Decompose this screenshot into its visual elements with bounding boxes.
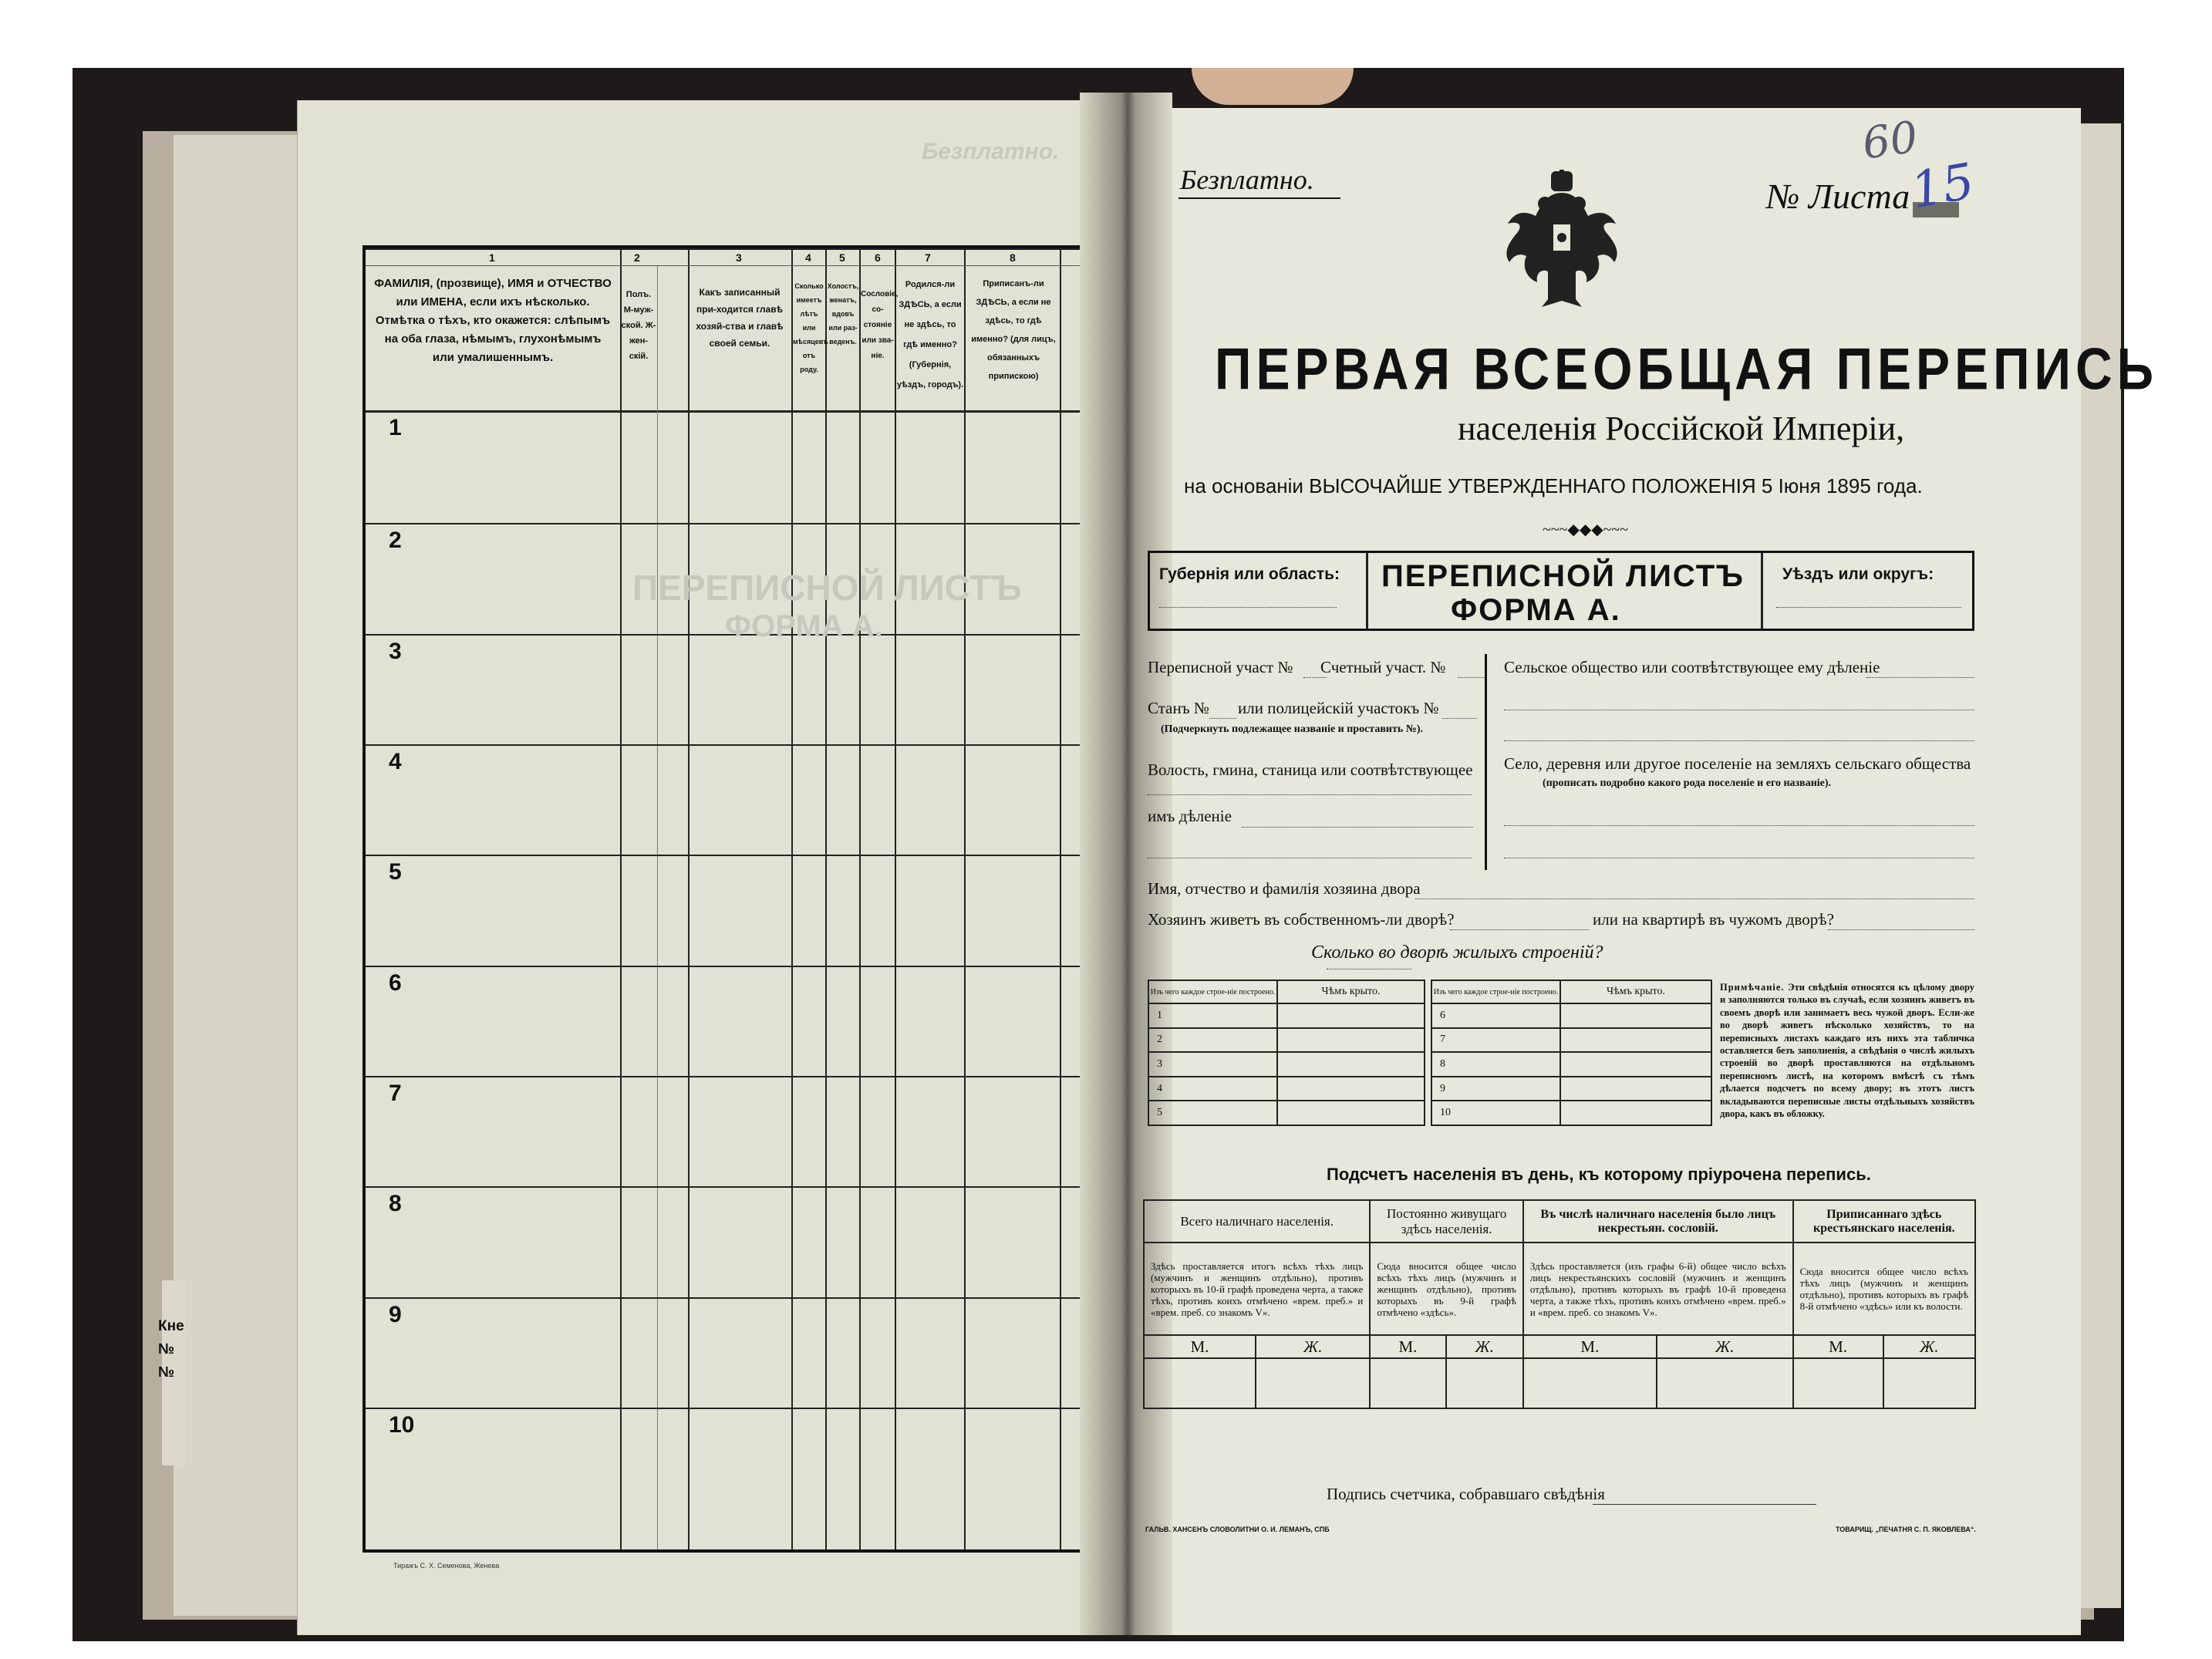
- buildings-col-material: Изъ чего каждое строе-ніе построено.: [1148, 980, 1277, 1003]
- row-line: [366, 744, 1115, 746]
- col-divider: [620, 248, 622, 1549]
- row-number: 9: [389, 1302, 402, 1327]
- free-label: Безплатно.: [1180, 164, 1314, 195]
- col-number: 3: [736, 251, 742, 264]
- district-label: Уѣздъ или округъ:: [1782, 565, 1934, 583]
- col-divider: [657, 265, 658, 1549]
- left-printer-credit: Тиражъ С. Х. Семенова, Женева: [393, 1562, 500, 1570]
- handwritten-page-number: 60: [1859, 112, 1921, 170]
- col-number: 7: [925, 251, 931, 264]
- district-field: [1776, 607, 1961, 608]
- col-number: 2: [634, 251, 640, 264]
- row-number: 1: [389, 415, 402, 440]
- division-label: имъ дѣленіе: [1148, 807, 1232, 825]
- col-header-birthplace: Родился-ли ЗДѢСЬ, а если не здѣсь, то гдѣ именно? (Губернія, уѣздъ, городъ).: [896, 280, 964, 389]
- count-header: Постоянно живущаго здѣсь населенія.: [1370, 1200, 1523, 1243]
- row-number: 4: [389, 749, 402, 774]
- volost-label: Волость, гмина, станица или соотвѣтствующее: [1148, 760, 1473, 779]
- building-row-num: 10: [1431, 1101, 1560, 1125]
- count-cell[interactable]: [1883, 1358, 1976, 1408]
- col-number: 5: [839, 251, 845, 264]
- buildings-note: [1720, 981, 1974, 1120]
- census-unit-label: Переписной участ №: [1148, 658, 1293, 676]
- wooden-weight: [1192, 68, 1354, 105]
- building-row-num: 5: [1148, 1101, 1277, 1125]
- ghost-title: ПЕРЕПИСНОЙ ЛИСТЪ: [632, 568, 1022, 608]
- row-number: 10: [389, 1412, 415, 1438]
- count-description: Сюда вносится общее число всѣхъ тѣхъ лицъ (мужчинъ и женщинъ отдѣльно), противъ которыхъ въ 9-й графѣ отмѣчено «здѣсь».: [1370, 1243, 1523, 1335]
- province-field: [1159, 607, 1337, 608]
- building-row-num: 1: [1148, 1003, 1277, 1028]
- edge-label: №: [158, 1341, 175, 1357]
- police-label: или полицейскій участокъ №: [1238, 699, 1439, 717]
- census-unit-field: [1303, 677, 1327, 678]
- count-header: Въ числѣ наличнаго населенія было лицъ некрестьян. сословій.: [1523, 1200, 1793, 1243]
- count-cell[interactable]: [1793, 1358, 1883, 1408]
- count-title: Подсчетъ населенія въ день, къ которому пріурочена перепись.: [1327, 1165, 1871, 1184]
- police-field: [1442, 718, 1477, 719]
- building-row-num: 8: [1431, 1052, 1560, 1077]
- row-number: 3: [389, 639, 402, 664]
- lives-other-label: или на квартирѣ въ чужомъ дворѣ?: [1593, 910, 1834, 929]
- row-number: 6: [389, 970, 402, 996]
- col-number: 6: [875, 251, 881, 264]
- building-row-num: 7: [1431, 1028, 1560, 1053]
- header-divider: [1366, 553, 1368, 629]
- col-divider: [895, 248, 896, 1549]
- buildings-col-material: Изъ чего каждое строе-ніе построено.: [1431, 980, 1560, 1003]
- count-cell[interactable]: [1144, 1358, 1256, 1408]
- row-number: 5: [389, 859, 402, 885]
- edge-label: №: [158, 1364, 175, 1381]
- buildings-col-roof: Чѣмъ крыто.: [1277, 980, 1425, 1003]
- row-number: 8: [389, 1191, 402, 1216]
- building-row-num: 3: [1148, 1052, 1277, 1077]
- form-subtitle: ФОРМА А.: [1451, 593, 1621, 627]
- form-header-box: [1148, 551, 1974, 631]
- col-header-age: Сколько имеетъ лѣтъ или мѣсяцевъ отъ роду.: [793, 282, 828, 373]
- col-header-relation: Какъ записанный при-ходится главѣ хозяй-ства и главѣ своей семьи.: [696, 287, 784, 349]
- ghost-heading: Безплатно.: [922, 139, 1060, 164]
- row-line: [366, 855, 1115, 856]
- count-cell[interactable]: [1370, 1358, 1445, 1408]
- village-label: Село, деревня или другое поселеніе на земляхъ сельскаго общества: [1504, 754, 1971, 773]
- buildings-question: Сколько во дворѣ жилыхъ строеній?: [1311, 942, 1603, 963]
- building-row-num: 2: [1148, 1028, 1277, 1053]
- rural-society-field-3: [1504, 740, 1974, 741]
- count-header: Всего наличнаго населенія.: [1144, 1200, 1370, 1243]
- count-cell[interactable]: [1256, 1358, 1370, 1408]
- col-divider: [825, 248, 827, 1549]
- signature-label: Подпись счетчика, собравшаго свѣдѣнія: [1327, 1485, 1605, 1503]
- col-number: 4: [805, 251, 811, 264]
- person-table: [362, 245, 1118, 1553]
- col-number: 8: [1010, 251, 1016, 264]
- col-divider: [859, 248, 861, 1549]
- buildings-table-left: [1148, 980, 1425, 1126]
- col-header-registered: Приписанъ-ли ЗДѢСЬ, а если не здѣсь, то гдѣ именно? (для лицъ, обязанныхъ припискою): [971, 279, 1056, 381]
- count-col-m: М.: [1370, 1335, 1445, 1358]
- col-header-name: ФАМИЛІЯ, (прозвище), ИМЯ и ОТЧЕСТВО или ИМЕНА, если ихъ нѣсколько. Отмѣтка о тѣхъ, кто окажется: слѣпымъ на оба глаза, нѣмымъ, глухонѣмымъ или умалишеннымъ.: [374, 277, 612, 364]
- address-divider: [1485, 654, 1487, 870]
- row-line: [366, 1186, 1115, 1188]
- lives-own-label: Хозяинъ живетъ въ собственномъ-ли дворѣ?: [1148, 910, 1455, 929]
- row-number: 7: [389, 1081, 402, 1106]
- col-divider: [688, 248, 690, 1549]
- col-divider: [964, 248, 966, 1549]
- lives-other-field: [1828, 929, 1974, 930]
- province-label: Губернія или область:: [1159, 565, 1340, 583]
- count-col-f: Ж.: [1883, 1335, 1976, 1358]
- handwritten-sheet-number: 15: [1907, 153, 1979, 221]
- stan-label: Станъ №: [1148, 699, 1209, 717]
- volost-field: [1148, 794, 1472, 795]
- count-cell[interactable]: [1657, 1358, 1793, 1408]
- count-col-m: М.: [1523, 1335, 1657, 1358]
- stan-field: [1209, 718, 1236, 719]
- census-basis: на основаніи ВЫСОЧАЙШЕ УТВЕРЖДЕННАГО ПОЛОЖЕНІЯ 5 Іюня 1895 года.: [1184, 474, 1923, 497]
- row-line: [366, 523, 1115, 524]
- row-line: [366, 1408, 1115, 1409]
- count-description: Сюда вносится общее число всѣхъ тѣхъ лицъ (мужчинъ и женщинъ отдѣльно), противъ которыхъ въ графѣ 8-й отмѣчено «здѣсь» или къ волости.: [1793, 1243, 1975, 1335]
- colnum-line: [366, 265, 1115, 266]
- division-field: [1242, 827, 1473, 828]
- imperial-eagle-icon: [1500, 170, 1624, 316]
- col-header-marital: Холостъ, женатъ, вдовъ или раз-веденъ.: [827, 282, 859, 346]
- buildings-table-right: [1431, 980, 1712, 1126]
- col-header-estate: Сословіе, со-стояніе или зва-ніе.: [861, 290, 899, 360]
- count-cell[interactable]: [1446, 1358, 1523, 1408]
- free-underline: [1178, 197, 1340, 199]
- count-col-f: Ж.: [1256, 1335, 1370, 1358]
- count-col-m: М.: [1793, 1335, 1883, 1358]
- village-note: (прописать подробно какого рода поселеніе и его названіе).: [1543, 777, 1832, 789]
- header-divider: [1761, 553, 1763, 629]
- row-number: 2: [389, 528, 402, 553]
- census-subtitle: населенія Россійской Имперіи,: [1458, 410, 1905, 447]
- building-row-num: 6: [1431, 1003, 1560, 1028]
- rural-society-field: [1866, 677, 1974, 678]
- count-col-f: Ж.: [1657, 1335, 1793, 1358]
- owner-label: Имя, отчество и фамилія хозяина двора: [1148, 879, 1421, 898]
- counting-unit-field: [1458, 677, 1485, 678]
- form-title: ПЕРЕПИСНОЙ ЛИСТЪ: [1381, 559, 1745, 593]
- count-col-m: М.: [1144, 1335, 1256, 1358]
- signature-field: [1593, 1504, 1816, 1505]
- ornament: ~~~◆◆◆~~~: [1543, 521, 1629, 538]
- header-top-line: [366, 248, 1115, 250]
- lives-own-field: [1450, 929, 1589, 930]
- building-row-num: 4: [1148, 1077, 1277, 1101]
- note-title: Примѣчаніе.: [1720, 982, 1785, 993]
- row-line: [366, 966, 1115, 967]
- ghost-form: ФОРМА А.: [725, 609, 883, 643]
- counting-unit-label: Счетный участ. №: [1320, 658, 1446, 676]
- col-divider: [791, 248, 793, 1549]
- col-number: 1: [489, 251, 495, 264]
- count-description: Здѣсь проставляется итогъ всѣхъ тѣхъ лицъ (мужчинъ и женщинъ отдѣльно), противъ которыхъ въ 10-й графѣ проведена черта, а также тѣхъ, противъ коихъ отмѣчено «врем. преб.» и «врем. преб. со знакомъ V».: [1144, 1243, 1370, 1335]
- header-bottom-line: [366, 410, 1115, 413]
- edge-labels: [158, 1315, 184, 1384]
- count-cell[interactable]: [1523, 1358, 1657, 1408]
- footer-right: ТОВАРИЩ. „ПЕЧАТНЯ С. П. ЯКОВЛЕВА“.: [1836, 1526, 1976, 1533]
- building-row-num: 9: [1431, 1077, 1560, 1101]
- underline-note: (Подчеркнуть подлежащее названіе и проставить №).: [1161, 723, 1423, 735]
- count-description: Здѣсь проставляется (изъ графы 6-й) общее число всѣхъ лицъ некрестьянскихъ сословій (мужчинъ и женщинъ отдѣльно), противъ которыхъ въ графѣ 10-й проведена черта, а также тѣхъ, противъ коихъ отмѣчено «врем. преб.» и «врем. преб. со знакомъ V».: [1523, 1243, 1793, 1335]
- footer-left: ГАЛЬВ. ХАНСЕНЪ СЛОВОЛИТНИ О. И. ЛЕМАНЪ, СПБ: [1145, 1526, 1330, 1533]
- population-count-table: [1143, 1199, 1976, 1409]
- buildings-col-roof: Чѣмъ крыто.: [1560, 980, 1711, 1003]
- sheet-label: № Листа: [1766, 177, 1910, 216]
- col-divider: [1060, 248, 1061, 1549]
- row-line: [366, 1297, 1115, 1299]
- census-title: ПЕРВАЯ ВСЕОБЩАЯ ПЕРЕПИСЬ: [1215, 336, 2159, 402]
- rural-society-label: Сельское общество или соотвѣтствующее ему дѣленіе: [1504, 658, 1880, 676]
- note-text: Эти свѣдѣнія относятся къ цѣлому двору и заполняются только въ случаѣ, если хозяинъ живетъ въ своемъ дворѣ или занимаетъ весь чужой дворъ. Если-же во дворѣ живетъ нѣсколько хозяйствъ, то на переписныхъ листахъ каждаго изъ нихъ эта табличка оставляется безъ заполненія, а свѣдѣнія о числѣ жилыхъ строеній во дворѣ проставляются на отдѣльномъ переписномъ листѣ, на которомъ вмѣстѣ съ тѣмъ дѣлается подсчетъ по всему двору; въ этотъ листъ вкладываются переписные листы отдѣльныхъ хозяйствъ двора, какъ въ обложку.: [1720, 982, 1975, 1120]
- edge-label: Кне: [158, 1318, 184, 1334]
- col-header-sex: Полъ. М-муж-ской. Ж-жен-скій.: [621, 290, 656, 361]
- village-field: [1504, 825, 1974, 826]
- count-col-f: Ж.: [1446, 1335, 1523, 1358]
- count-header: Приписаннаго здѣсь крестьянскаго населенія.: [1793, 1200, 1975, 1243]
- row-line: [366, 1076, 1115, 1077]
